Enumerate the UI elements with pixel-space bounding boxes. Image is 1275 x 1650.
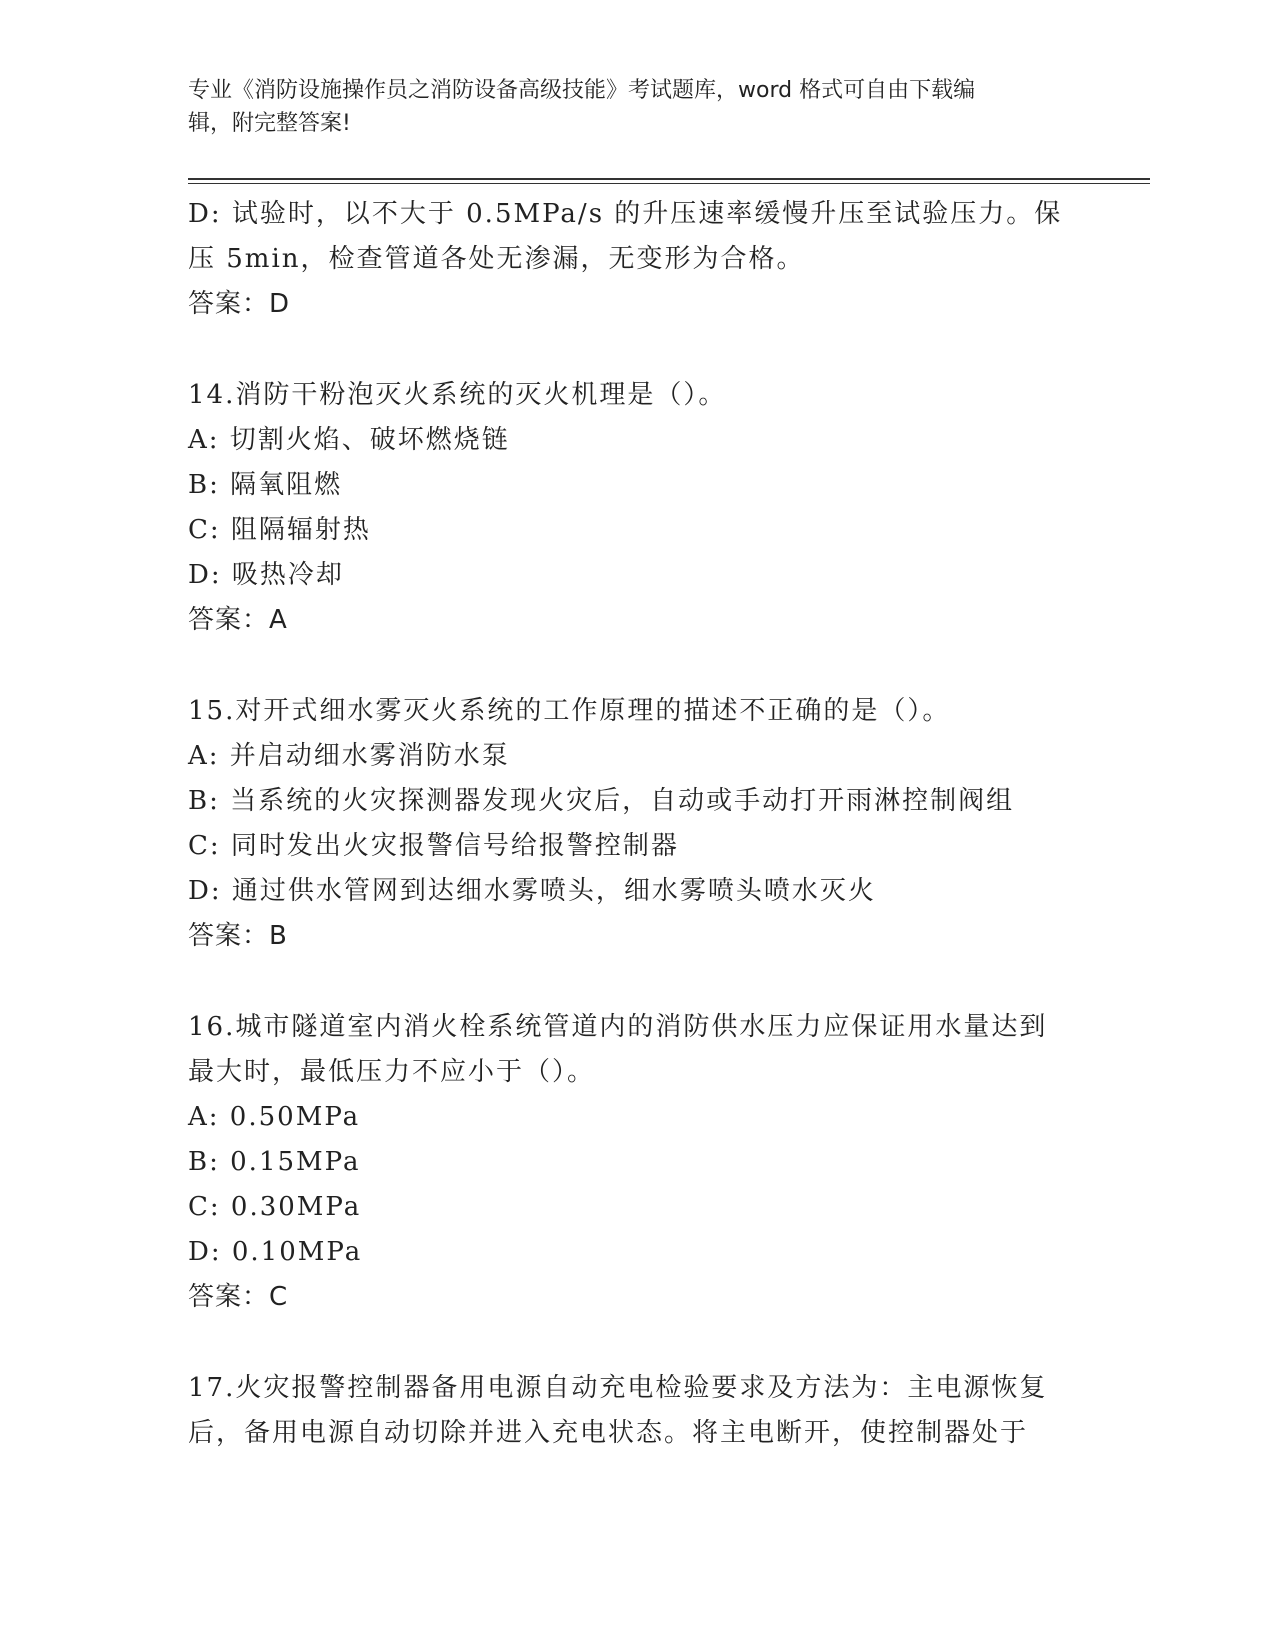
question-15: [188, 689, 1088, 959]
spacer: [188, 643, 1088, 689]
option-d: D: 吸热冷却: [188, 560, 344, 590]
question-14: [188, 373, 1088, 643]
option-d: D: 通过供水管网到达细水雾喷头，细水雾喷头喷水灭火: [188, 876, 876, 906]
question-stem-line-2: 最大时，最低压力不应小于（）。: [188, 1057, 596, 1087]
spacer: [188, 327, 1088, 373]
option-b: B: 0.15MPa: [188, 1147, 361, 1177]
option-c: C: 0.30MPa: [188, 1192, 362, 1222]
answer-line: 答案：A: [188, 605, 288, 635]
question-17: [188, 1366, 1088, 1456]
question-16: [188, 1005, 1088, 1320]
option-c: C: 同时发出火灾报警信号给报警控制器: [188, 831, 679, 861]
option-a: A: 并启动细水雾消防水泵: [188, 741, 510, 771]
option-a: A: 切割火焰、破坏燃烧链: [188, 425, 510, 455]
question-stem: 14.消防干粉泡灭火系统的灭火机理是（）。: [188, 380, 727, 410]
previous-question-tail: [188, 192, 1088, 327]
option-b: B: 隔氧阻燃: [188, 470, 343, 500]
answer-line: 答案：B: [188, 921, 288, 951]
header-line-2: 辑，附完整答案!: [188, 111, 351, 136]
header-rule-thick: [188, 178, 1150, 180]
option-a: A: 0.50MPa: [188, 1102, 361, 1132]
option-d-line-2: 压 5min，检查管道各处无渗漏，无变形为合格。: [188, 244, 805, 274]
document-header: [188, 74, 1068, 140]
option-c: C: 阻隔辐射热: [188, 515, 371, 545]
answer-line: 答案：D: [188, 289, 291, 319]
answer-line: 答案：C: [188, 1282, 289, 1312]
question-stem-line-1: 17.火灾报警控制器备用电源自动充电检验要求及方法为：主电源恢复: [188, 1373, 1048, 1403]
header-line-1: 专业《消防设施操作员之消防设备高级技能》考试题库，word 格式可自由下载编: [188, 78, 976, 103]
option-d: D: 0.10MPa: [188, 1237, 363, 1267]
question-content: [188, 192, 1088, 1456]
header-rule-thin: [188, 183, 1150, 184]
question-stem: 15.对开式细水雾灭火系统的工作原理的描述不正确的是（）。: [188, 696, 951, 726]
option-d-line-1: D: 试验时，以不大于 0.5MPa/s 的升压速率缓慢升压至试验压力。保: [188, 199, 1063, 229]
question-stem-line-1: 16.城市隧道室内消火栓系统管道内的消防供水压力应保证用水量达到: [188, 1012, 1048, 1042]
question-stem-line-2: 后，备用电源自动切除并进入充电状态。将主电断开，使控制器处于: [188, 1418, 1029, 1448]
spacer: [188, 1320, 1088, 1366]
option-b: B: 当系统的火灾探测器发现火灾后，自动或手动打开雨淋控制阀组: [188, 786, 1015, 816]
spacer: [188, 959, 1088, 1005]
